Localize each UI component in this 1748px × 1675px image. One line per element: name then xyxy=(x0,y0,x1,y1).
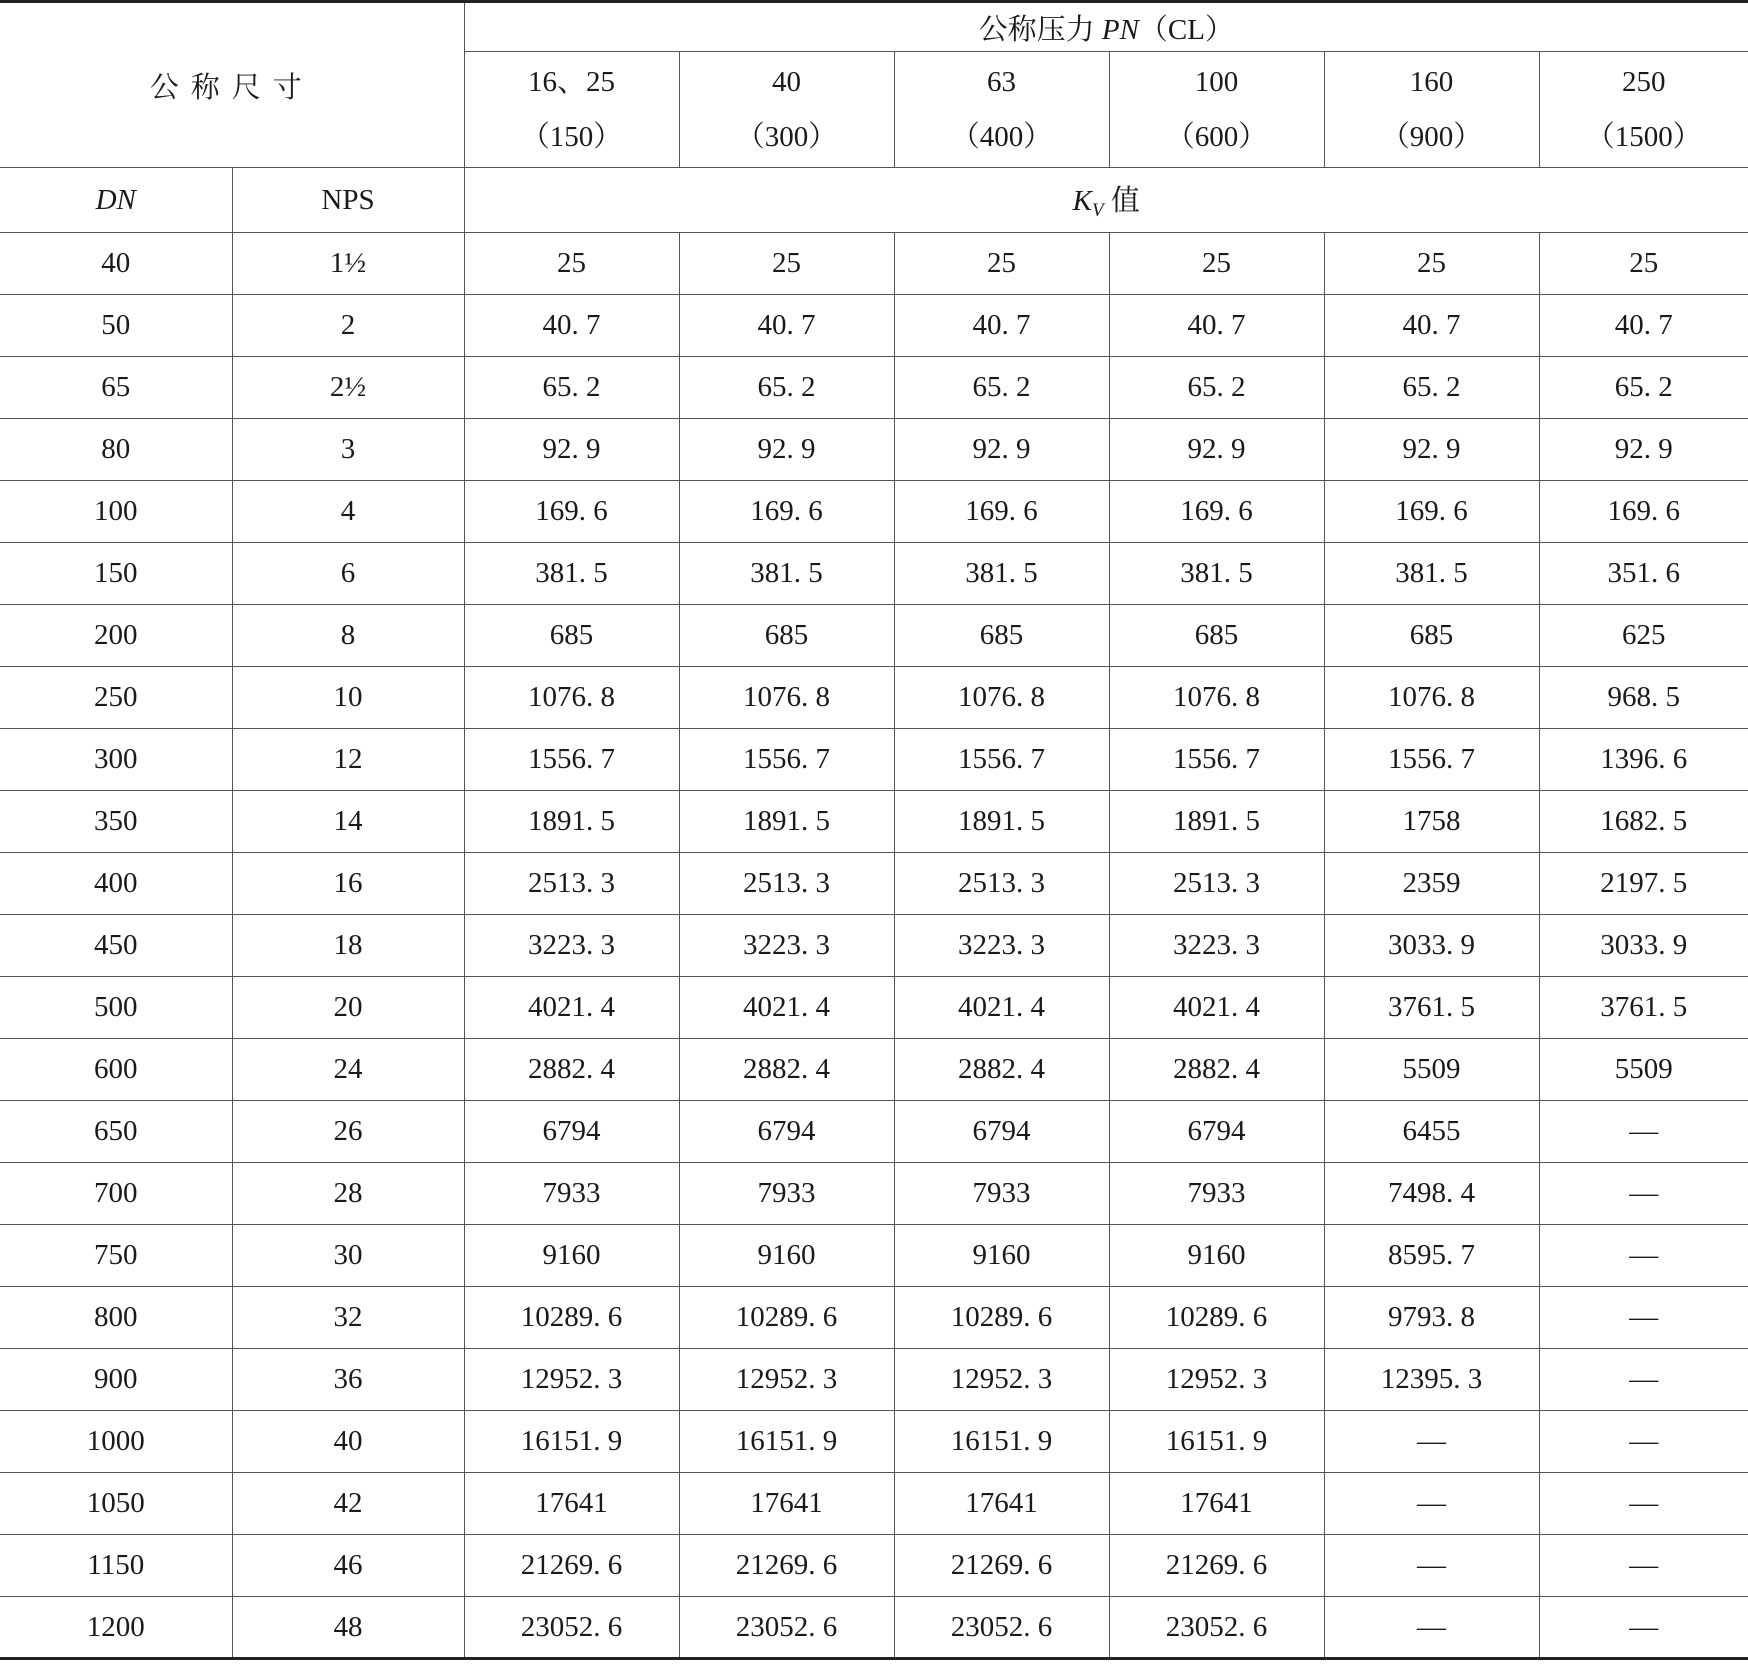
kv-cell: 40. 7 xyxy=(679,295,894,357)
table-row xyxy=(0,481,1748,543)
nps-cell: 42 xyxy=(232,1473,464,1535)
nps-cell: 14 xyxy=(232,791,464,853)
kv-cell: 23052. 6 xyxy=(1109,1597,1324,1659)
table-row xyxy=(0,1101,1748,1163)
cl-value: （1500） xyxy=(1585,120,1702,153)
kv-cell: 7933 xyxy=(1109,1163,1324,1225)
kv-cell: 12395. 3 xyxy=(1324,1349,1539,1411)
kv-cell: — xyxy=(1324,1597,1539,1659)
kv-cell: 169. 6 xyxy=(1324,481,1539,543)
kv-cell: 3033. 9 xyxy=(1539,915,1748,977)
kv-cell: 40. 7 xyxy=(1324,295,1539,357)
kv-cell: 65. 2 xyxy=(464,357,679,419)
kv-cell: 92. 9 xyxy=(1109,419,1324,481)
kv-cell: 4021. 4 xyxy=(464,977,679,1039)
kv-cell: 3223. 3 xyxy=(894,915,1109,977)
nominal-pressure-suffix: （CL） xyxy=(1138,13,1234,46)
kv-cell: 92. 9 xyxy=(1539,419,1748,481)
cl-value: （150） xyxy=(520,120,623,153)
table-row xyxy=(0,1349,1748,1411)
nominal-size-header xyxy=(0,2,464,168)
table-row xyxy=(0,1225,1748,1287)
nps-cell: 26 xyxy=(232,1101,464,1163)
kv-cell: 7498. 4 xyxy=(1324,1163,1539,1225)
nps-cell: 1½ xyxy=(232,233,464,295)
kv-cell: 381. 5 xyxy=(894,543,1109,605)
kv-cell: 685 xyxy=(464,605,679,667)
nps-cell: 32 xyxy=(232,1287,464,1349)
pressure-class-header xyxy=(1324,52,1539,168)
dn-cell: 1150 xyxy=(0,1535,232,1597)
kv-cell: 5509 xyxy=(1324,1039,1539,1101)
kv-cell: 2513. 3 xyxy=(1109,853,1324,915)
table-row xyxy=(0,295,1748,357)
kv-cell: 40. 7 xyxy=(464,295,679,357)
kv-cell: 12952. 3 xyxy=(1109,1349,1324,1411)
nps-cell: 28 xyxy=(232,1163,464,1225)
kv-cell: 2513. 3 xyxy=(464,853,679,915)
pn-value: 16、25 xyxy=(528,65,616,98)
nps-cell: 48 xyxy=(232,1597,464,1659)
pressure-class-header xyxy=(679,52,894,168)
kv-cell: 1556. 7 xyxy=(679,729,894,791)
pressure-class-header xyxy=(894,52,1109,168)
kv-cell: 1891. 5 xyxy=(679,791,894,853)
dn-cell: 450 xyxy=(0,915,232,977)
kv-cell: 2882. 4 xyxy=(1109,1039,1324,1101)
kv-cell: 2359 xyxy=(1324,853,1539,915)
kv-cell: 6455 xyxy=(1324,1101,1539,1163)
kv-cell: 9793. 8 xyxy=(1324,1287,1539,1349)
table-row xyxy=(0,605,1748,667)
kv-cell: — xyxy=(1324,1473,1539,1535)
dn-cell: 200 xyxy=(0,605,232,667)
kv-cell: 12952. 3 xyxy=(894,1349,1109,1411)
table-row xyxy=(0,357,1748,419)
kv-cell: 1076. 8 xyxy=(679,667,894,729)
kv-cell: 1076. 8 xyxy=(1109,667,1324,729)
nps-cell: 10 xyxy=(232,667,464,729)
kv-suffix: 值 xyxy=(1103,185,1140,217)
kv-cell: 25 xyxy=(679,233,894,295)
dn-cell: 500 xyxy=(0,977,232,1039)
kv-cell: 9160 xyxy=(679,1225,894,1287)
kv-cell: 6794 xyxy=(894,1101,1109,1163)
nps-header xyxy=(232,168,464,233)
table-row xyxy=(0,729,1748,791)
nps-cell: 12 xyxy=(232,729,464,791)
kv-header xyxy=(464,168,1748,233)
kv-cell: 16151. 9 xyxy=(464,1411,679,1473)
kv-cell: 8595. 7 xyxy=(1324,1225,1539,1287)
pn-value: 40 xyxy=(772,65,802,98)
kv-cell: 10289. 6 xyxy=(894,1287,1109,1349)
kv-cell: 381. 5 xyxy=(464,543,679,605)
kv-cell: 16151. 9 xyxy=(1109,1411,1324,1473)
nps-cell: 3 xyxy=(232,419,464,481)
kv-cell: 2197. 5 xyxy=(1539,853,1748,915)
kv-cell: 6794 xyxy=(679,1101,894,1163)
kv-cell: 1556. 7 xyxy=(894,729,1109,791)
kv-cell: 25 xyxy=(1539,233,1748,295)
kv-cell: 351. 6 xyxy=(1539,543,1748,605)
dn-cell: 400 xyxy=(0,853,232,915)
kv-cell: — xyxy=(1324,1411,1539,1473)
kv-cell: 23052. 6 xyxy=(464,1597,679,1659)
kv-cell: 685 xyxy=(1324,605,1539,667)
kv-symbol: K xyxy=(1072,185,1093,217)
dn-cell: 700 xyxy=(0,1163,232,1225)
kv-cell: 21269. 6 xyxy=(464,1535,679,1597)
dn-cell: 80 xyxy=(0,419,232,481)
kv-cell: 92. 9 xyxy=(894,419,1109,481)
kv-cell: — xyxy=(1539,1473,1748,1535)
kv-cell: 65. 2 xyxy=(1539,357,1748,419)
dn-cell: 350 xyxy=(0,791,232,853)
kv-cell: 10289. 6 xyxy=(464,1287,679,1349)
dn-cell: 800 xyxy=(0,1287,232,1349)
pressure-class-header xyxy=(1539,52,1748,168)
kv-cell: 16151. 9 xyxy=(679,1411,894,1473)
kv-cell: 12952. 3 xyxy=(679,1349,894,1411)
kv-cell: 3223. 3 xyxy=(679,915,894,977)
dn-cell: 150 xyxy=(0,543,232,605)
cl-value: （600） xyxy=(1165,120,1268,153)
kv-cell: — xyxy=(1539,1287,1748,1349)
nominal-pressure-prefix: 公称压力 xyxy=(978,13,1102,46)
kv-cell: 65. 2 xyxy=(894,357,1109,419)
pn-value: 250 xyxy=(1622,65,1666,98)
pn-value: 100 xyxy=(1194,65,1239,98)
kv-cell: 4021. 4 xyxy=(679,977,894,1039)
kv-cell: — xyxy=(1539,1101,1748,1163)
kv-cell: 1891. 5 xyxy=(464,791,679,853)
kv-cell: 4021. 4 xyxy=(1109,977,1324,1039)
kv-cell: 381. 5 xyxy=(1324,543,1539,605)
kv-cell: 1556. 7 xyxy=(1324,729,1539,791)
kv-cell: 17641 xyxy=(464,1473,679,1535)
table-row xyxy=(0,1411,1748,1473)
dn-cell: 100 xyxy=(0,481,232,543)
header-row-pressure xyxy=(0,2,1748,52)
kv-cell: 1682. 5 xyxy=(1539,791,1748,853)
dn-cell: 1000 xyxy=(0,1411,232,1473)
pn-value: 63 xyxy=(987,65,1017,98)
cl-value: （900） xyxy=(1380,120,1483,153)
kv-cell: 5509 xyxy=(1539,1039,1748,1101)
kv-cell: 25 xyxy=(1324,233,1539,295)
kv-cell: 65. 2 xyxy=(679,357,894,419)
kv-cell: 9160 xyxy=(894,1225,1109,1287)
kv-cell: 4021. 4 xyxy=(894,977,1109,1039)
kv-cell: 1891. 5 xyxy=(1109,791,1324,853)
table-row xyxy=(0,1597,1748,1659)
table-row xyxy=(0,1535,1748,1597)
kv-cell: 169. 6 xyxy=(464,481,679,543)
nps-cell: 20 xyxy=(232,977,464,1039)
kv-cell: 21269. 6 xyxy=(1109,1535,1324,1597)
kv-cell: 6794 xyxy=(1109,1101,1324,1163)
kv-cell: 625 xyxy=(1539,605,1748,667)
nps-cell: 2 xyxy=(232,295,464,357)
kv-cell: — xyxy=(1539,1411,1748,1473)
kv-cell: 23052. 6 xyxy=(894,1597,1109,1659)
nps-label: NPS xyxy=(321,183,375,216)
dn-cell: 300 xyxy=(0,729,232,791)
nominal-pressure-header xyxy=(464,2,1748,52)
kv-cell: 92. 9 xyxy=(1324,419,1539,481)
kv-cell: 21269. 6 xyxy=(894,1535,1109,1597)
kv-cell: 65. 2 xyxy=(1109,357,1324,419)
pn-value: 160 xyxy=(1409,65,1454,98)
dn-cell: 250 xyxy=(0,667,232,729)
kv-cell: 12952. 3 xyxy=(464,1349,679,1411)
kv-cell: — xyxy=(1539,1597,1748,1659)
table-row xyxy=(0,853,1748,915)
kv-cell: 40. 7 xyxy=(1109,295,1324,357)
nps-cell: 36 xyxy=(232,1349,464,1411)
kv-cell: 6794 xyxy=(464,1101,679,1163)
kv-cell: 1076. 8 xyxy=(464,667,679,729)
kv-cell: 3223. 3 xyxy=(1109,915,1324,977)
pressure-class-header xyxy=(464,52,679,168)
table-row xyxy=(0,1163,1748,1225)
table-row xyxy=(0,1473,1748,1535)
kv-cell: 23052. 6 xyxy=(679,1597,894,1659)
kv-cell: 2882. 4 xyxy=(894,1039,1109,1101)
nominal-size-label: 公称尺寸 xyxy=(149,71,314,104)
table-row xyxy=(0,233,1748,295)
kv-cell: 169. 6 xyxy=(894,481,1109,543)
kv-cell: 1076. 8 xyxy=(1324,667,1539,729)
nps-cell: 2½ xyxy=(232,357,464,419)
dn-cell: 65 xyxy=(0,357,232,419)
nps-cell: 8 xyxy=(232,605,464,667)
nps-cell: 18 xyxy=(232,915,464,977)
kv-cell: 92. 9 xyxy=(464,419,679,481)
table-row xyxy=(0,791,1748,853)
kv-cell: 25 xyxy=(894,233,1109,295)
kv-cell: 7933 xyxy=(894,1163,1109,1225)
kv-cell: 685 xyxy=(679,605,894,667)
nps-cell: 6 xyxy=(232,543,464,605)
kv-cell: 1891. 5 xyxy=(894,791,1109,853)
kv-cell: 169. 6 xyxy=(679,481,894,543)
kv-cell: 17641 xyxy=(1109,1473,1324,1535)
table-row xyxy=(0,667,1748,729)
kv-cell: 1556. 7 xyxy=(464,729,679,791)
kv-cell: 3761. 5 xyxy=(1539,977,1748,1039)
kv-cell: 65. 2 xyxy=(1324,357,1539,419)
table-row xyxy=(0,1039,1748,1101)
nps-cell: 4 xyxy=(232,481,464,543)
kv-cell: 1556. 7 xyxy=(1109,729,1324,791)
kv-cell: 2882. 4 xyxy=(464,1039,679,1101)
dn-cell: 40 xyxy=(0,233,232,295)
dn-label: DN xyxy=(95,183,136,216)
kv-cell: 1076. 8 xyxy=(894,667,1109,729)
kv-cell: 17641 xyxy=(894,1473,1109,1535)
kv-cell: 10289. 6 xyxy=(1109,1287,1324,1349)
pressure-class-header xyxy=(1109,52,1324,168)
kv-cell: 16151. 9 xyxy=(894,1411,1109,1473)
kv-cell: — xyxy=(1324,1535,1539,1597)
dn-header xyxy=(0,168,232,233)
kv-cell: — xyxy=(1539,1225,1748,1287)
nps-cell: 16 xyxy=(232,853,464,915)
kv-cell: 685 xyxy=(1109,605,1324,667)
kv-cell: 169. 6 xyxy=(1539,481,1748,543)
kv-cell: 40. 7 xyxy=(894,295,1109,357)
kv-cell: 25 xyxy=(464,233,679,295)
kv-cell: 17641 xyxy=(679,1473,894,1535)
kv-cell: — xyxy=(1539,1163,1748,1225)
kv-cell: 381. 5 xyxy=(1109,543,1324,605)
nominal-pressure-symbol: PN xyxy=(1101,13,1139,46)
kv-cell: 3761. 5 xyxy=(1324,977,1539,1039)
kv-subscript: V xyxy=(1092,200,1104,221)
dn-cell: 1200 xyxy=(0,1597,232,1659)
kv-cell: 2882. 4 xyxy=(679,1039,894,1101)
kv-cell: 9160 xyxy=(1109,1225,1324,1287)
kv-cell: 2513. 3 xyxy=(894,853,1109,915)
nps-cell: 46 xyxy=(232,1535,464,1597)
kv-cell: — xyxy=(1539,1349,1748,1411)
nps-cell: 40 xyxy=(232,1411,464,1473)
table-row xyxy=(0,915,1748,977)
kv-cell: 685 xyxy=(894,605,1109,667)
kv-cell: 21269. 6 xyxy=(679,1535,894,1597)
table-row xyxy=(0,977,1748,1039)
dn-cell: 650 xyxy=(0,1101,232,1163)
dn-cell: 600 xyxy=(0,1039,232,1101)
kv-cell: 1758 xyxy=(1324,791,1539,853)
kv-cell: 9160 xyxy=(464,1225,679,1287)
kv-cell: 10289. 6 xyxy=(679,1287,894,1349)
cl-value: （300） xyxy=(735,120,838,153)
dn-cell: 900 xyxy=(0,1349,232,1411)
kv-cell: — xyxy=(1539,1535,1748,1597)
kv-cell: 7933 xyxy=(464,1163,679,1225)
kv-cell: 169. 6 xyxy=(1109,481,1324,543)
cl-value: （400） xyxy=(950,120,1053,153)
kv-cell: 40. 7 xyxy=(1539,295,1748,357)
dn-cell: 50 xyxy=(0,295,232,357)
kv-cell: 968. 5 xyxy=(1539,667,1748,729)
table-row xyxy=(0,543,1748,605)
kv-cell: 3223. 3 xyxy=(464,915,679,977)
nps-cell: 30 xyxy=(232,1225,464,1287)
kv-cell: 3033. 9 xyxy=(1324,915,1539,977)
kv-cell: 7933 xyxy=(679,1163,894,1225)
table-row xyxy=(0,1287,1748,1349)
dn-cell: 1050 xyxy=(0,1473,232,1535)
kv-cell: 381. 5 xyxy=(679,543,894,605)
kv-cell: 2513. 3 xyxy=(679,853,894,915)
table-row xyxy=(0,419,1748,481)
kv-cell: 1396. 6 xyxy=(1539,729,1748,791)
header-row-dn-nps xyxy=(0,168,1748,233)
kv-cell: 25 xyxy=(1109,233,1324,295)
dn-cell: 750 xyxy=(0,1225,232,1287)
kv-cell: 92. 9 xyxy=(679,419,894,481)
nps-cell: 24 xyxy=(232,1039,464,1101)
